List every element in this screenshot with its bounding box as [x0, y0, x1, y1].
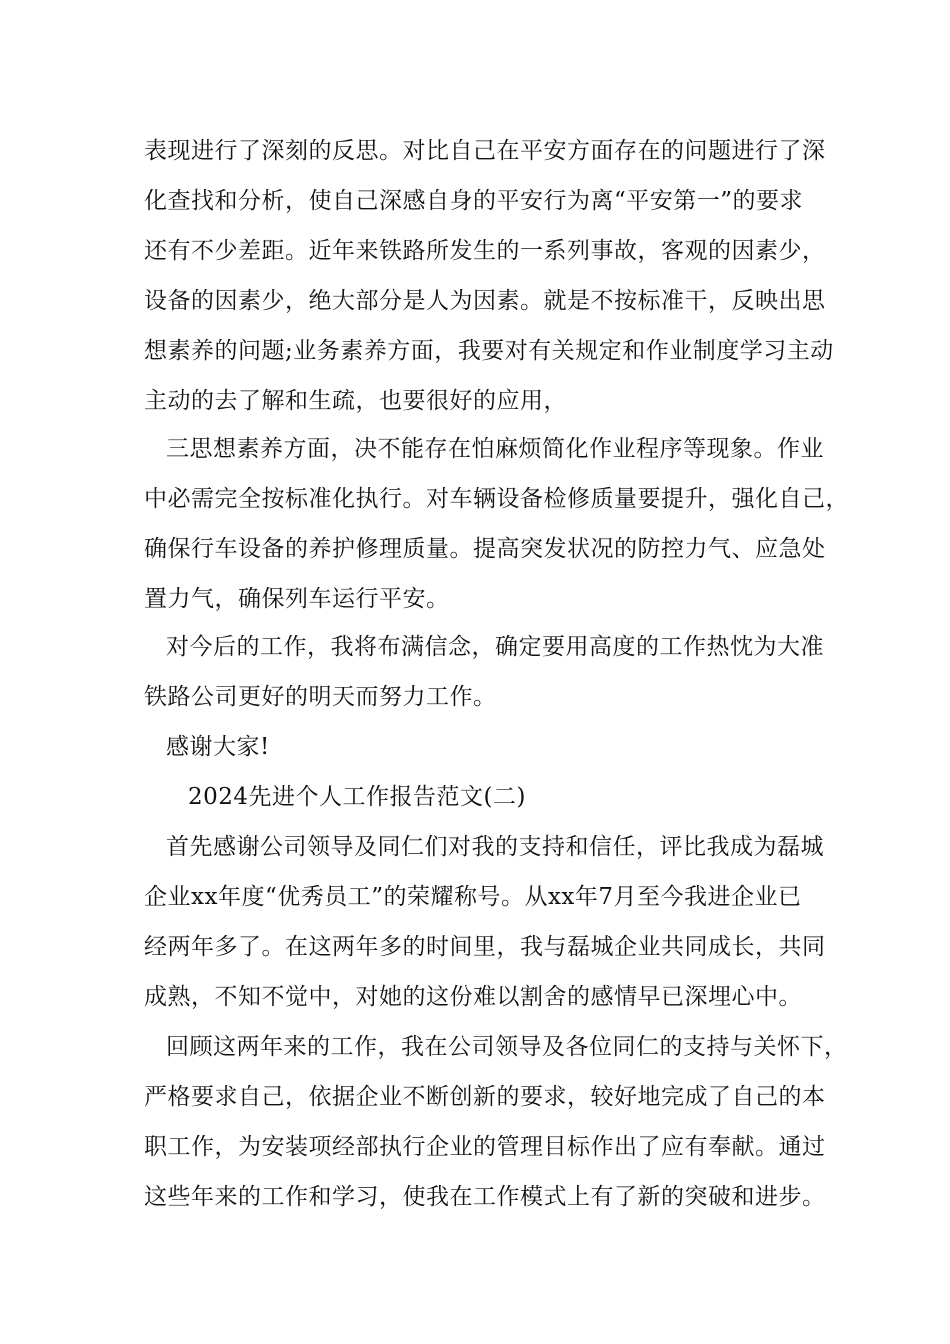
- paragraph-line: 还有不少差距。近年来铁路所发生的一系列事故，客观的因素少，: [144, 238, 826, 264]
- paragraph-line: 表现进行了深刻的反思。对比自己在平安方面存在的问题进行了深: [144, 138, 826, 164]
- paragraph-line: 设备的因素少，绝大部分是人为因素。就是不按标准干，反映出思: [144, 288, 826, 314]
- paragraph-line: 主动的去了解和生疏，也要很好的应用，: [144, 388, 567, 414]
- paragraph-line: 三思想素养方面，决不能存在怕麻烦简化作业程序等现象。作业: [166, 436, 824, 462]
- paragraph-line: 成熟，不知不觉中，对她的这份难以割舍的感情早已深埋心中。: [144, 984, 802, 1010]
- paragraph-line: 置力气，确保列车运行平安。: [144, 586, 450, 612]
- paragraph-line: 经两年多了。在这两年多的时间里，我与磊城企业共同成长，共同: [144, 934, 826, 960]
- paragraph-line: 感谢大家!: [166, 734, 270, 760]
- paragraph-line: 对今后的工作，我将布满信念，确定要用高度的工作热忱为大准: [166, 634, 824, 660]
- paragraph-line: 这些年来的工作和学习，使我在工作模式上有了新的突破和进步。: [144, 1184, 826, 1210]
- paragraph-line: 中必需完全按标准化执行。对车辆设备检修质量要提升，强化自己，: [144, 486, 849, 512]
- paragraph-line: 职工作，为安装项经部执行企业的管理目标作出了应有奉献。通过: [144, 1134, 826, 1160]
- paragraph-line: 首先感谢公司领导及同仁们对我的支持和信任，评比我成为磊城: [166, 834, 824, 860]
- paragraph-line: 想素养的问题;业务素养方面，我要对有关规定和作业制度学习主动: [144, 338, 834, 364]
- paragraph-line: 企业xx年度“优秀员工”的荣耀称号。从xx年7月至今我进企业已: [144, 884, 802, 910]
- paragraph-line: 铁路公司更好的明天而努力工作。: [144, 684, 497, 710]
- paragraph-line: 严格要求自己，依据企业不断创新的要求，较好地完成了自己的本: [144, 1084, 826, 1110]
- paragraph-line: 化查找和分析，使自己深感自身的平安行为离“平安第一”的要求: [144, 188, 804, 214]
- paragraph-line: 确保行车设备的养护修理质量。提高突发状况的防控力气、应急处: [144, 536, 826, 562]
- section-heading: 2024先进个人工作报告范文(二): [188, 784, 526, 810]
- paragraph-line: 回顾这两年来的工作，我在公司领导及各位同仁的支持与关怀下，: [166, 1034, 848, 1060]
